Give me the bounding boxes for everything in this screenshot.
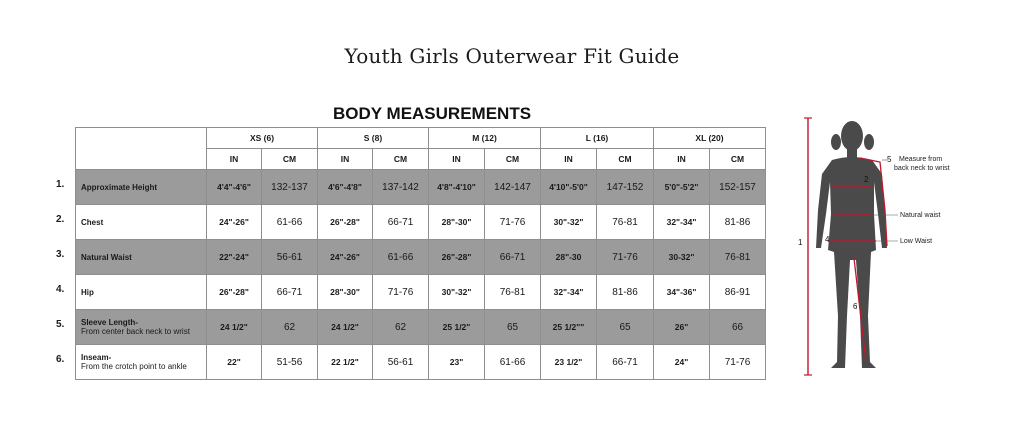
unit-in: IN (318, 149, 373, 170)
value-inches: 25 1/2"" (541, 310, 597, 345)
value-cm: 76-81 (597, 205, 654, 240)
value-inches: 24" (654, 345, 710, 380)
value-cm: 76-81 (485, 275, 541, 310)
label-measure-1: Measure from (899, 156, 943, 163)
row-number: 3. (56, 249, 65, 260)
value-cm: 61-66 (262, 205, 318, 240)
value-inches: 23 1/2" (541, 345, 597, 380)
unit-in: IN (541, 149, 597, 170)
value-cm: 71-76 (710, 345, 766, 380)
value-inches: 22" (207, 345, 262, 380)
measurement-description: From the crotch point to ankle (81, 362, 187, 371)
measurement-name: Inseam- (81, 353, 112, 362)
size-header: S (8) (318, 128, 429, 149)
size-header: M (12) (429, 128, 541, 149)
value-cm: 61-66 (485, 345, 541, 380)
value-inches: 28"-30 (541, 240, 597, 275)
value-inches: 30"-32" (541, 205, 597, 240)
measurement-row (76, 345, 766, 380)
value-cm: 65 (597, 310, 654, 345)
value-cm: 142-147 (485, 170, 541, 205)
measurement-row (76, 170, 766, 205)
value-inches: 4'4"-4'6" (207, 170, 262, 205)
value-cm: 65 (485, 310, 541, 345)
measurement-row (76, 240, 766, 275)
value-cm: 66-71 (597, 345, 654, 380)
value-inches: 32"-34" (541, 275, 597, 310)
value-inches: 22"-24" (207, 240, 262, 275)
label-natural-waist: Natural waist (900, 212, 941, 219)
value-inches: 30"-32" (429, 275, 485, 310)
value-cm: 86-91 (710, 275, 766, 310)
value-cm: 66-71 (373, 205, 429, 240)
measurement-name: Sleeve Length- (81, 318, 138, 327)
value-cm: 51-56 (262, 345, 318, 380)
measurement-row (76, 310, 766, 345)
value-inches: 26"-28" (318, 205, 373, 240)
measurement-label (76, 275, 207, 310)
unit-cm: CM (373, 149, 429, 170)
value-cm: 61-66 (373, 240, 429, 275)
unit-in: IN (654, 149, 710, 170)
value-cm: 66-71 (262, 275, 318, 310)
value-inches: 23" (429, 345, 485, 380)
unit-cm: CM (485, 149, 541, 170)
measurement-label (76, 310, 207, 345)
measurement-row (76, 205, 766, 240)
value-inches: 5'0"-5'2" (654, 170, 710, 205)
value-inches: 24"-26" (207, 205, 262, 240)
body-figure (790, 110, 1024, 390)
size-header: XL (20) (654, 128, 766, 149)
value-inches: 30-32" (654, 240, 710, 275)
measurement-label (76, 170, 207, 205)
row-number: 2. (56, 214, 65, 225)
number-5: 5 (887, 155, 892, 164)
value-cm: 147-152 (597, 170, 654, 205)
value-cm: 62 (262, 310, 318, 345)
measurement-description: From center back neck to wrist (81, 327, 190, 336)
value-cm: 81-86 (710, 205, 766, 240)
value-inches: 25 1/2" (429, 310, 485, 345)
corner-cell (76, 149, 207, 170)
row-number: 1. (56, 179, 65, 190)
value-cm: 76-81 (710, 240, 766, 275)
value-cm: 66 (710, 310, 766, 345)
number-1: 1 (798, 238, 803, 247)
value-inches: 4'8"-4'10" (429, 170, 485, 205)
section-title: BODY MEASUREMENTS (333, 104, 532, 123)
value-cm: 137-142 (373, 170, 429, 205)
unit-cm: CM (262, 149, 318, 170)
size-header: L (16) (541, 128, 654, 149)
label-measure-2: back neck to wrist (894, 165, 950, 172)
measurement-name: Chest (81, 217, 104, 227)
label-low-waist: Low Waist (900, 238, 933, 245)
corner-cell (76, 128, 207, 149)
value-inches: 24"-26" (318, 240, 373, 275)
unit-cm: CM (597, 149, 654, 170)
number-6: 6 (853, 302, 858, 311)
value-inches: 26" (654, 310, 710, 345)
value-cm: 71-76 (373, 275, 429, 310)
size-header-row (76, 128, 766, 149)
unit-header-row (76, 149, 766, 170)
value-cm: 81-86 (597, 275, 654, 310)
value-cm: 62 (373, 310, 429, 345)
body-measurements-table (75, 127, 766, 380)
value-inches: 4'6"-4'8" (318, 170, 373, 205)
number-4: 4 (825, 235, 830, 244)
value-cm: 56-61 (262, 240, 318, 275)
value-inches: 24 1/2" (318, 310, 373, 345)
value-cm: 132-137 (262, 170, 318, 205)
value-cm: 66-71 (485, 240, 541, 275)
value-inches: 34"-36" (654, 275, 710, 310)
value-cm: 71-76 (597, 240, 654, 275)
size-header: XS (6) (207, 128, 318, 149)
measurement-row (76, 275, 766, 310)
value-cm: 152-157 (710, 170, 766, 205)
unit-cm: CM (710, 149, 766, 170)
measurement-label (76, 240, 207, 275)
value-inches: 26"-28" (429, 240, 485, 275)
value-inches: 22 1/2" (318, 345, 373, 380)
row-number: 4. (56, 284, 65, 295)
value-inches: 32"-34" (654, 205, 710, 240)
value-cm: 71-76 (485, 205, 541, 240)
measurement-name: Natural Waist (81, 252, 132, 262)
measurement-label (76, 205, 207, 240)
page-title: Youth Girls Outerwear Fit Guide (344, 44, 680, 68)
row-number: 5. (56, 319, 65, 330)
value-inches: 24 1/2" (207, 310, 262, 345)
measurement-name: Approximate Height (81, 182, 158, 192)
number-2: 2 (864, 175, 869, 184)
value-inches: 26"-28" (207, 275, 262, 310)
unit-in: IN (207, 149, 262, 170)
measurement-name: Hip (81, 287, 94, 297)
measurement-label (76, 345, 207, 380)
value-inches: 4'10"-5'0" (541, 170, 597, 205)
value-inches: 28"-30" (429, 205, 485, 240)
girl-silhouette-icon (816, 121, 887, 368)
row-number: 6. (56, 354, 65, 365)
value-cm: 56-61 (373, 345, 429, 380)
unit-in: IN (429, 149, 485, 170)
value-inches: 28"-30" (318, 275, 373, 310)
